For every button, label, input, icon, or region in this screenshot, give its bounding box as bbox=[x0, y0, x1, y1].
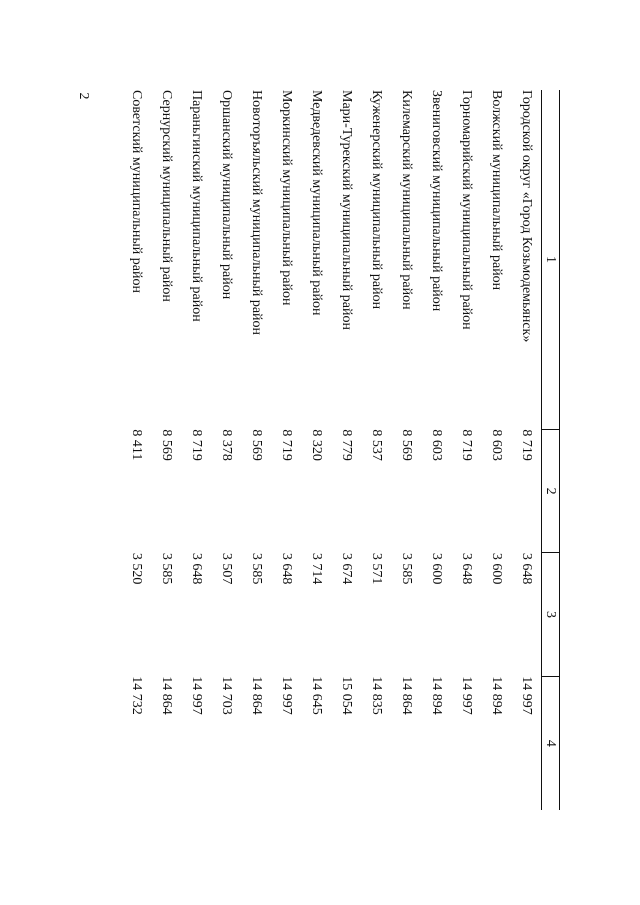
row-district-name: Куженерский муниципальный район bbox=[369, 90, 384, 310]
table-row bbox=[181, 90, 211, 810]
table-body bbox=[121, 90, 542, 810]
table-row bbox=[271, 90, 301, 810]
row-district-name: Горномарийский муниципальный район bbox=[459, 90, 474, 330]
table-row bbox=[421, 90, 451, 810]
row-value-col-2: 8 719 bbox=[459, 429, 474, 461]
row-value-col-2: 8 719 bbox=[189, 429, 204, 461]
row-value-col-4: 14 997 bbox=[279, 676, 294, 715]
table-row bbox=[241, 90, 271, 810]
row-value-col-3: 3 571 bbox=[369, 552, 384, 585]
page-number: 2 bbox=[76, 92, 91, 100]
row-district-name: Оршанский муниципальный район bbox=[219, 90, 234, 300]
row-value-col-3: 3 585 bbox=[159, 552, 174, 585]
row-value-col-3: 3 648 bbox=[459, 552, 474, 585]
table-row bbox=[331, 90, 361, 810]
row-value-col-2: 8 719 bbox=[519, 429, 534, 461]
header-col-4: 4 bbox=[542, 676, 560, 810]
row-value-col-2: 8 569 bbox=[159, 429, 174, 461]
row-value-col-4: 14 997 bbox=[459, 676, 474, 715]
row-district-name: Сернурский муниципальный район bbox=[159, 90, 174, 302]
row-value-col-2: 8 603 bbox=[429, 429, 444, 461]
row-value-col-3: 3 674 bbox=[339, 552, 354, 585]
row-value-col-4: 14 703 bbox=[219, 676, 234, 715]
row-value-col-3: 3 600 bbox=[489, 552, 504, 585]
row-value-col-2: 8 719 bbox=[279, 429, 294, 461]
row-district-name: Моркинский муниципальный район bbox=[279, 90, 294, 306]
row-value-col-2: 8 411 bbox=[129, 429, 144, 461]
row-value-col-3: 3 648 bbox=[279, 552, 294, 585]
row-value-col-2: 8 320 bbox=[309, 429, 324, 461]
row-value-col-4: 14 894 bbox=[489, 676, 504, 715]
row-value-col-3: 3 585 bbox=[249, 552, 264, 585]
header-col-3: 3 bbox=[542, 553, 560, 676]
row-value-col-3: 3 507 bbox=[219, 552, 234, 585]
row-value-col-2: 8 603 bbox=[489, 429, 504, 461]
row-district-name: Городской округ «Город Козьмодемьянск» bbox=[519, 90, 534, 343]
row-district-name: Новоторъяльский муниципальный район bbox=[249, 90, 264, 336]
row-district-name: Советский муниципальный район bbox=[129, 90, 144, 293]
row-value-col-3: 3 520 bbox=[129, 552, 144, 585]
table-header-row bbox=[542, 90, 560, 810]
row-value-col-2: 8 569 bbox=[249, 429, 264, 461]
row-value-col-3: 3 600 bbox=[429, 552, 444, 585]
table-row bbox=[301, 90, 331, 810]
row-value-col-2: 8 569 bbox=[399, 429, 414, 461]
row-value-col-4: 14 864 bbox=[399, 676, 414, 715]
row-district-name: Параньгинский муниципальный район bbox=[189, 90, 204, 322]
row-value-col-4: 14 864 bbox=[249, 676, 264, 715]
row-value-col-2: 8 378 bbox=[219, 429, 234, 461]
row-district-name: Килемарский муниципальный район bbox=[399, 90, 414, 310]
row-value-col-2: 8 779 bbox=[339, 429, 354, 461]
table-row bbox=[211, 90, 241, 810]
header-col-1: 1 bbox=[542, 90, 560, 429]
table-row bbox=[151, 90, 181, 810]
row-value-col-3: 3 648 bbox=[189, 552, 204, 585]
row-value-col-3: 3 585 bbox=[399, 552, 414, 585]
row-value-col-4: 15 054 bbox=[339, 676, 354, 715]
row-value-col-2: 8 537 bbox=[369, 429, 384, 461]
row-value-col-4: 14 645 bbox=[309, 676, 324, 715]
header-col-2: 2 bbox=[542, 429, 560, 552]
table-row bbox=[361, 90, 391, 810]
row-value-col-4: 14 997 bbox=[189, 676, 204, 715]
row-value-col-4: 14 997 bbox=[519, 676, 534, 715]
row-value-col-3: 3 648 bbox=[519, 552, 534, 585]
row-value-col-4: 14 835 bbox=[369, 676, 384, 715]
table-row bbox=[451, 90, 481, 810]
table-row bbox=[121, 90, 151, 810]
row-value-col-4: 14 894 bbox=[429, 676, 444, 715]
row-district-name: Волжский муниципальный район bbox=[489, 90, 504, 291]
row-district-name: Медведевский муниципальный район bbox=[309, 90, 324, 316]
row-value-col-3: 3 714 bbox=[309, 552, 324, 585]
row-district-name: Мари-Турекский муниципальный район bbox=[339, 90, 354, 330]
data-table bbox=[121, 90, 560, 810]
table-row bbox=[481, 90, 511, 810]
rotated-page-content bbox=[129, 90, 560, 770]
table-row bbox=[511, 90, 542, 810]
row-value-col-4: 14 864 bbox=[159, 676, 174, 715]
row-district-name: Звениговский муниципальный район bbox=[429, 90, 444, 312]
row-value-col-4: 14 732 bbox=[129, 676, 144, 715]
table-row bbox=[391, 90, 421, 810]
